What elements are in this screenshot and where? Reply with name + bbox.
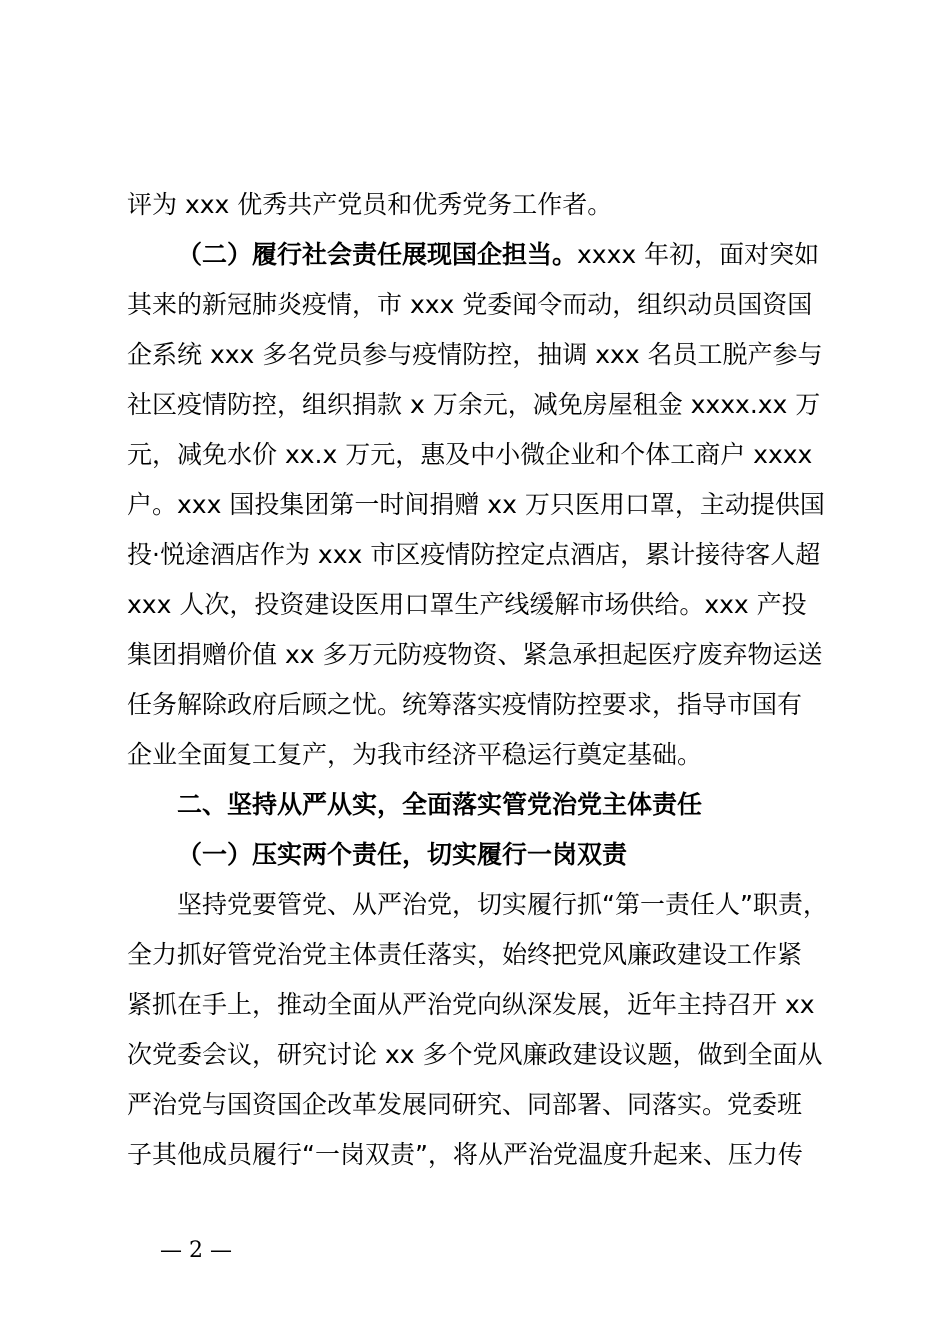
text-line: 紧抓在手上，推动全面从严治党向纵深发展，近年主持召开 xx — [127, 990, 815, 1019]
text-line: 任务解除政府后顾之忧。统筹落实疫情防控要求，指导市国有 — [127, 690, 803, 719]
text-line: 严治党与国资国企改革发展同研究、同部署、同落实。党委班 — [127, 1090, 803, 1119]
text-span: xxxx 年初，面对突如 — [577, 240, 820, 269]
text-line: 评为 xxx 优秀共产党员和优秀党务工作者。 — [127, 190, 613, 219]
subsection-heading: （一）压实两个责任，切实履行一岗双责 — [177, 840, 628, 869]
text-line: xxx 人次，投资建设医用口罩生产线缓解市场供给。xxx 产投 — [127, 590, 807, 619]
text-line: 投·悦途酒店作为 xxx 市区疫情防控定点酒店，累计接待客人超 — [127, 540, 821, 569]
text-line: 其来的新冠肺炎疫情，市 xxx 党委闻令而动，组织动员国资国 — [127, 290, 813, 319]
text-line: 坚持党要管党、从严治党，切实履行抓“第一责任人”职责， — [177, 890, 828, 919]
text-line: 子其他成员履行“一岗双责”，将从严治党温度升起来、压力传 — [127, 1140, 803, 1169]
page-number: — 2 — — [160, 1238, 232, 1263]
text-line: 集团捐赠价值 xx 多万元防疫物资、紧急承担起医疗废弃物运送 — [127, 640, 823, 669]
text-line: 户。xxx 国投集团第一时间捐赠 xx 万只医用口罩，主动提供国 — [127, 490, 825, 519]
text-line: 企业全面复工复产，为我市经济平稳运行奠定基础。 — [127, 740, 703, 769]
section-heading-inline: （二）履行社会责任展现国企担当。 — [177, 240, 578, 269]
section-heading: 二、坚持从严从实，全面落实管党治党主体责任 — [177, 790, 703, 819]
text-line: 全力抓好管党治党主体责任落实，始终把党风廉政建设工作紧 — [127, 940, 803, 969]
paragraph-line — [177, 230, 819, 280]
text-line: 次党委会议，研究讨论 xx 多个党风廉政建设议题，做到全面从 — [127, 1040, 823, 1069]
text-line: 社区疫情防控，组织捐款 x 万余元，减免房屋租金 xxxx.xx 万 — [127, 390, 821, 419]
text-line: 企系统 xxx 多名党员参与疫情防控，抽调 xxx 名员工脱产参与 — [127, 340, 823, 369]
text-line: 元，减免水价 xx.x 万元，惠及中小微企业和个体工商户 xxxx — [127, 440, 813, 469]
